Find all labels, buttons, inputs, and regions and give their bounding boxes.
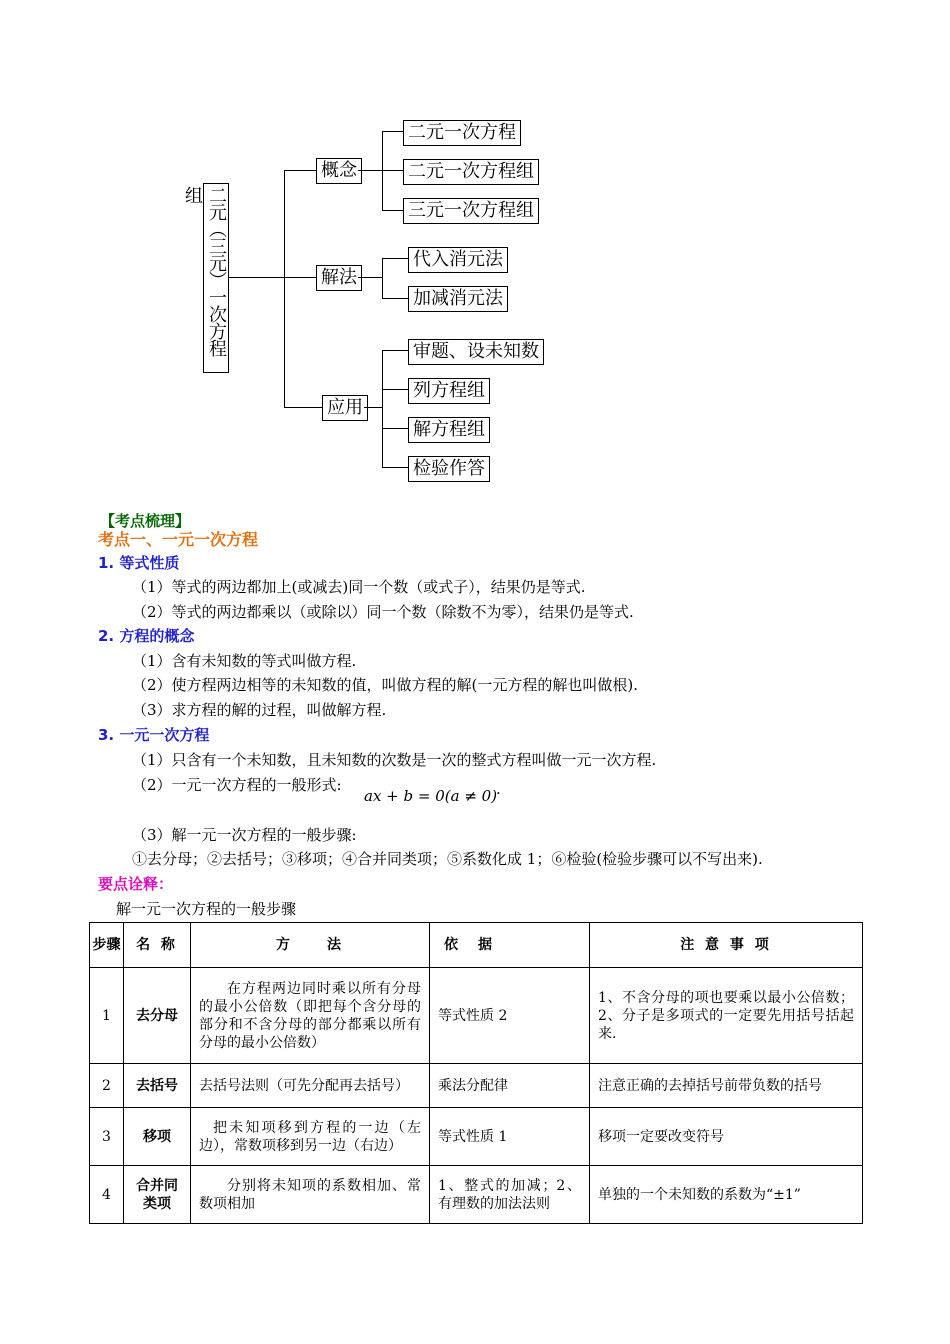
- table-cell: 注意正确的去掉括号前带负数的括号: [590, 1064, 863, 1108]
- formula: ax + b = 0(a ≠ 0): [364, 787, 498, 805]
- steps-table: [89, 922, 863, 1224]
- mindmap-branch-concept: 概念: [316, 158, 362, 184]
- table-cell: 乘法分配律: [430, 1064, 590, 1108]
- table-cell: 1: [90, 968, 124, 1064]
- column-header: 方 法: [191, 923, 430, 968]
- column-header: 注 意 事 项: [590, 923, 863, 968]
- key-points-heading: 要点诠释：: [98, 875, 174, 893]
- mindmap-branch-application: 应用: [322, 395, 368, 421]
- table-cell: 把未知项移到方程的一边（左边），常数项移到另一边（右边）: [191, 1108, 430, 1166]
- paragraph: ①去分母；②去括号；③移项；④合并同类项；⑤系数化成 1；⑥检验(检验步骤可以不写出来).: [132, 850, 763, 868]
- column-header: 步骤: [90, 923, 124, 968]
- table-cell: 去括号法则（可先分配再去括号）: [191, 1064, 430, 1108]
- paragraph: （2）等式的两边都乘以（或除以）同一个数（除数不为零），结果仍是等式.: [132, 603, 634, 621]
- mindmap-branch-solution: 解法: [316, 265, 362, 291]
- mindmap-node: 审题、设未知数: [408, 339, 544, 365]
- paragraph: （1）只含有一个未知数，且未知数的次数是一次的整式方程叫做一元一次方程.: [132, 751, 657, 769]
- heading-linear-equation: 3. 一元一次方程: [98, 726, 210, 744]
- table-cell: 去括号: [124, 1064, 191, 1108]
- table-cell: 2: [90, 1064, 124, 1108]
- mindmap-node: 列方程组: [408, 378, 490, 404]
- table-cell: 单独的一个未知数的系数为“±1”: [590, 1166, 863, 1224]
- table-cell: 在方程两边同时乘以所有分母的最小公倍数（即把每个含分母的部分和不含分母的部分都乘以所有分母的最小公倍数）: [191, 968, 430, 1064]
- paragraph: （1）等式的两边都加上(或减去)同一个数（或式子），结果仍是等式.: [132, 578, 586, 596]
- table-cell: 去分母: [124, 968, 191, 1064]
- table-cell: 1、不含分母的项也要乘以最小公倍数；2、分子是多项式的一定要先用括号括起来.: [590, 968, 863, 1064]
- mindmap-node: 代入消元法: [408, 247, 508, 273]
- mindmap-node: 三元一次方程组: [403, 198, 539, 224]
- paragraph: （3）求方程的解的过程，叫做解方程.: [132, 701, 387, 719]
- column-header: 依 据: [430, 923, 590, 968]
- column-header: 名 称: [124, 923, 191, 968]
- paragraph: （2）一元一次方程的一般形式:: [132, 776, 342, 794]
- paragraph: （1）含有未知数的等式叫做方程.: [132, 652, 357, 670]
- table-row: [90, 968, 863, 1064]
- table-cell: 1、整式的加减；2、有理数的加法法则: [430, 1166, 590, 1224]
- table-row: [90, 1108, 863, 1166]
- table-cell: 合并同类项: [124, 1166, 191, 1224]
- mindmap-node: 二元一次方程: [403, 120, 521, 146]
- kaodian-heading: 考点一、一元一次方程: [98, 530, 259, 549]
- heading-equality-properties: 1. 等式性质: [98, 554, 180, 572]
- table-cell: 移项: [124, 1108, 191, 1166]
- table-row: [90, 1064, 863, 1108]
- table-caption: 解一元一次方程的一般步骤: [116, 900, 297, 918]
- mindmap-node: 检验作答: [408, 456, 490, 482]
- formula-end: .: [496, 780, 501, 798]
- paragraph: （3）解一元一次方程的一般步骤:: [132, 826, 357, 844]
- table-row: [90, 1166, 863, 1224]
- paragraph: （2）使方程两边相等的未知数的值，叫做方程的解(一元方程的解也叫做根).: [132, 676, 639, 694]
- mindmap-node: 二元一次方程组: [403, 159, 539, 185]
- table-cell: 等式性质 1: [430, 1108, 590, 1166]
- section-title: 【考点梳理】: [100, 512, 191, 530]
- heading-equation-concept: 2. 方程的概念: [98, 627, 195, 645]
- mindmap-root: 二元（三元）一次方程组: [203, 183, 229, 373]
- table-cell: 3: [90, 1108, 124, 1166]
- table-header-row: [90, 923, 863, 968]
- mindmap-node: 加减消元法: [408, 286, 508, 312]
- table-cell: 4: [90, 1166, 124, 1224]
- mindmap-node: 解方程组: [408, 417, 490, 443]
- table-cell: 移项一定要改变符号: [590, 1108, 863, 1166]
- table-cell: 等式性质 2: [430, 968, 590, 1064]
- table-cell: 分别将未知项的系数相加、常数项相加: [191, 1166, 430, 1224]
